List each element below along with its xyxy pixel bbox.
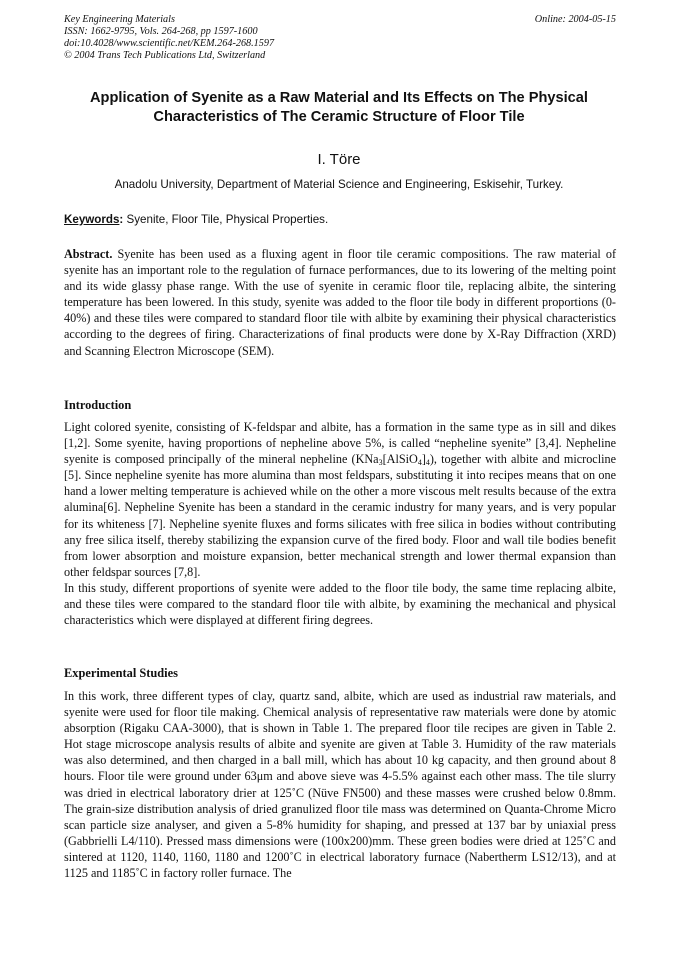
keywords-text: Syenite, Floor Tile, Physical Properties. xyxy=(123,213,329,226)
experimental-heading: Experimental Studies xyxy=(64,666,178,680)
author-name: I. Töre xyxy=(317,151,361,168)
journal-name: Key Engineering Materials xyxy=(64,14,175,25)
intro-text-a: Light colored syenite, consisting of K-feldspar and albite, has a formation in the same type as in sill and dikes [1,2]. Some syenite, having proportions of nepheline above 5%, is called “nepheline syenite” [3,4]. Nepheline syenite is composed principally of the mineral nepheline (KNa xyxy=(64,420,616,467)
introduction-section xyxy=(64,419,616,628)
keywords-colon: : xyxy=(119,213,124,226)
abstract-section xyxy=(64,246,616,359)
abstract-label: Abstract. xyxy=(64,247,113,261)
intro-text-b: [AlSiO xyxy=(382,452,418,467)
introduction-paragraph-2: In this study, different proportions of syenite were added to the floor tile body, the same time replacing albite, and these tiles were compared to the standard floor tile with albite, by examining the mechanical and physical characteristics which were displayed at different firing degrees. xyxy=(64,580,616,628)
introduction-paragraph-1 xyxy=(64,419,616,580)
intro-text-c: ] xyxy=(421,452,426,467)
paper-title xyxy=(50,89,628,126)
experimental-paragraph: In this work, three different types of clay, quartz sand, albite, which are used as industrial raw materials, and syenite were used for floor tile making. Chemical analysis of representative raw materials were done by atomic absorption (Rigaku CAA-3000), that is shown in Table 1. The prepared floor tile recipes are given in Table 2. Hot stage microscope analysis results of albite and syenite are given at Table 3. Humidity of the raw materials was also determined, and then charged in a ball mill, which has about 10 kg capacity, and then ground about 8 hours. Floor tile were ground under 63μm and above sieve was 4-5.5% against each other mass. The tile slurry was dried in electrical laboratory drier at 125˚C (Nüve FN500) and these masses were crushed below 0.8mm. The grain-size distribution analysis of dried granulized floor tile mass was determined on Quanta-Chrome Micro scan particle size analyser, and given a 5-8% humidity for shaping, and pressed at 137 bar by uniaxial press (Gabbrielli L4/110). Pressed mass dimensions were (100x200)mm. These green bodies were dried at 125˚C and sintered at 1120, 1140, 1160, 1180 and 1200˚C in electrical laboratory furnace (Nabertherm LS12/13), and at 1125 and 1185˚C in factory roller furnace. The xyxy=(64,689,616,881)
issn-line: ISSN: 1662-9795, Vols. 264-268, pp 1597-1600 xyxy=(64,26,258,37)
title-line-1: Application of Syenite as a Raw Material and Its Effects on The Physical xyxy=(90,90,588,106)
title-line-2: Characteristics of The Ceramic Structure of Floor Tile xyxy=(153,108,525,125)
intro-subscript-1: 3 xyxy=(378,458,383,468)
intro-text-d: ), together with albite and microcline [5]. Since nepheline syenite has more alumina than most feldspars, substituting it into recipes means that on one hand a lower melting temperature is achieved while on the other a more viscous melt results because of the extra alumina[6]. Nepheline Syenite has been a standard in the ceramic industry for many years, and is very popular for its whiteness [7]. Nepheline syenite fluxes and forms silicates with free silica in bodies without contributing any free silica itself, thereby stabilizing the expansion curve of the fired body. Floor and wall tile bodies benefit from lower absorption and moisture expansion, better mechanical strength and lower thermal expansion than other feldspar sources [7,8]. xyxy=(64,452,616,579)
keywords-line xyxy=(64,212,616,227)
journal-header xyxy=(64,14,616,62)
doi-line: doi:10.4028/www.scientific.net/KEM.264-268.1597 xyxy=(64,38,275,49)
online-date: Online: 2004-05-15 xyxy=(534,14,616,25)
intro-subscript-3: 4 xyxy=(425,458,430,468)
intro-subscript-2: 4 xyxy=(417,458,422,468)
keywords-label: Keywords xyxy=(64,213,120,226)
introduction-heading: Introduction xyxy=(64,398,132,412)
abstract-paragraph xyxy=(64,246,616,359)
author-affiliation: Anadolu University, Department of Material Science and Engineering, Eskisehir, Turkey. xyxy=(114,178,564,191)
experimental-section xyxy=(64,688,616,881)
abstract-text: Syenite has been used as a fluxing agent in floor tile ceramic compositions. The raw material of syenite has an important role to the regulation of furnace performances, due to its lowering of the melting point and its wide glassy phase range. With the use of syenite in ceramic floor tile, replacing albite, the sintering temperature has been lowered. In this study, syenite was added to the floor tile body in different proportions (0-40%) and these tiles were compared to standard floor tile with albite by examining their physical characteristics according to the degrees of firing. Characterizations of final products were done by X-Ray Diffraction (XRD) and Scanning Electron Microscope (SEM). xyxy=(64,247,616,358)
copyright-line: © 2004 Trans Tech Publications Ltd, Switzerland xyxy=(64,50,266,61)
